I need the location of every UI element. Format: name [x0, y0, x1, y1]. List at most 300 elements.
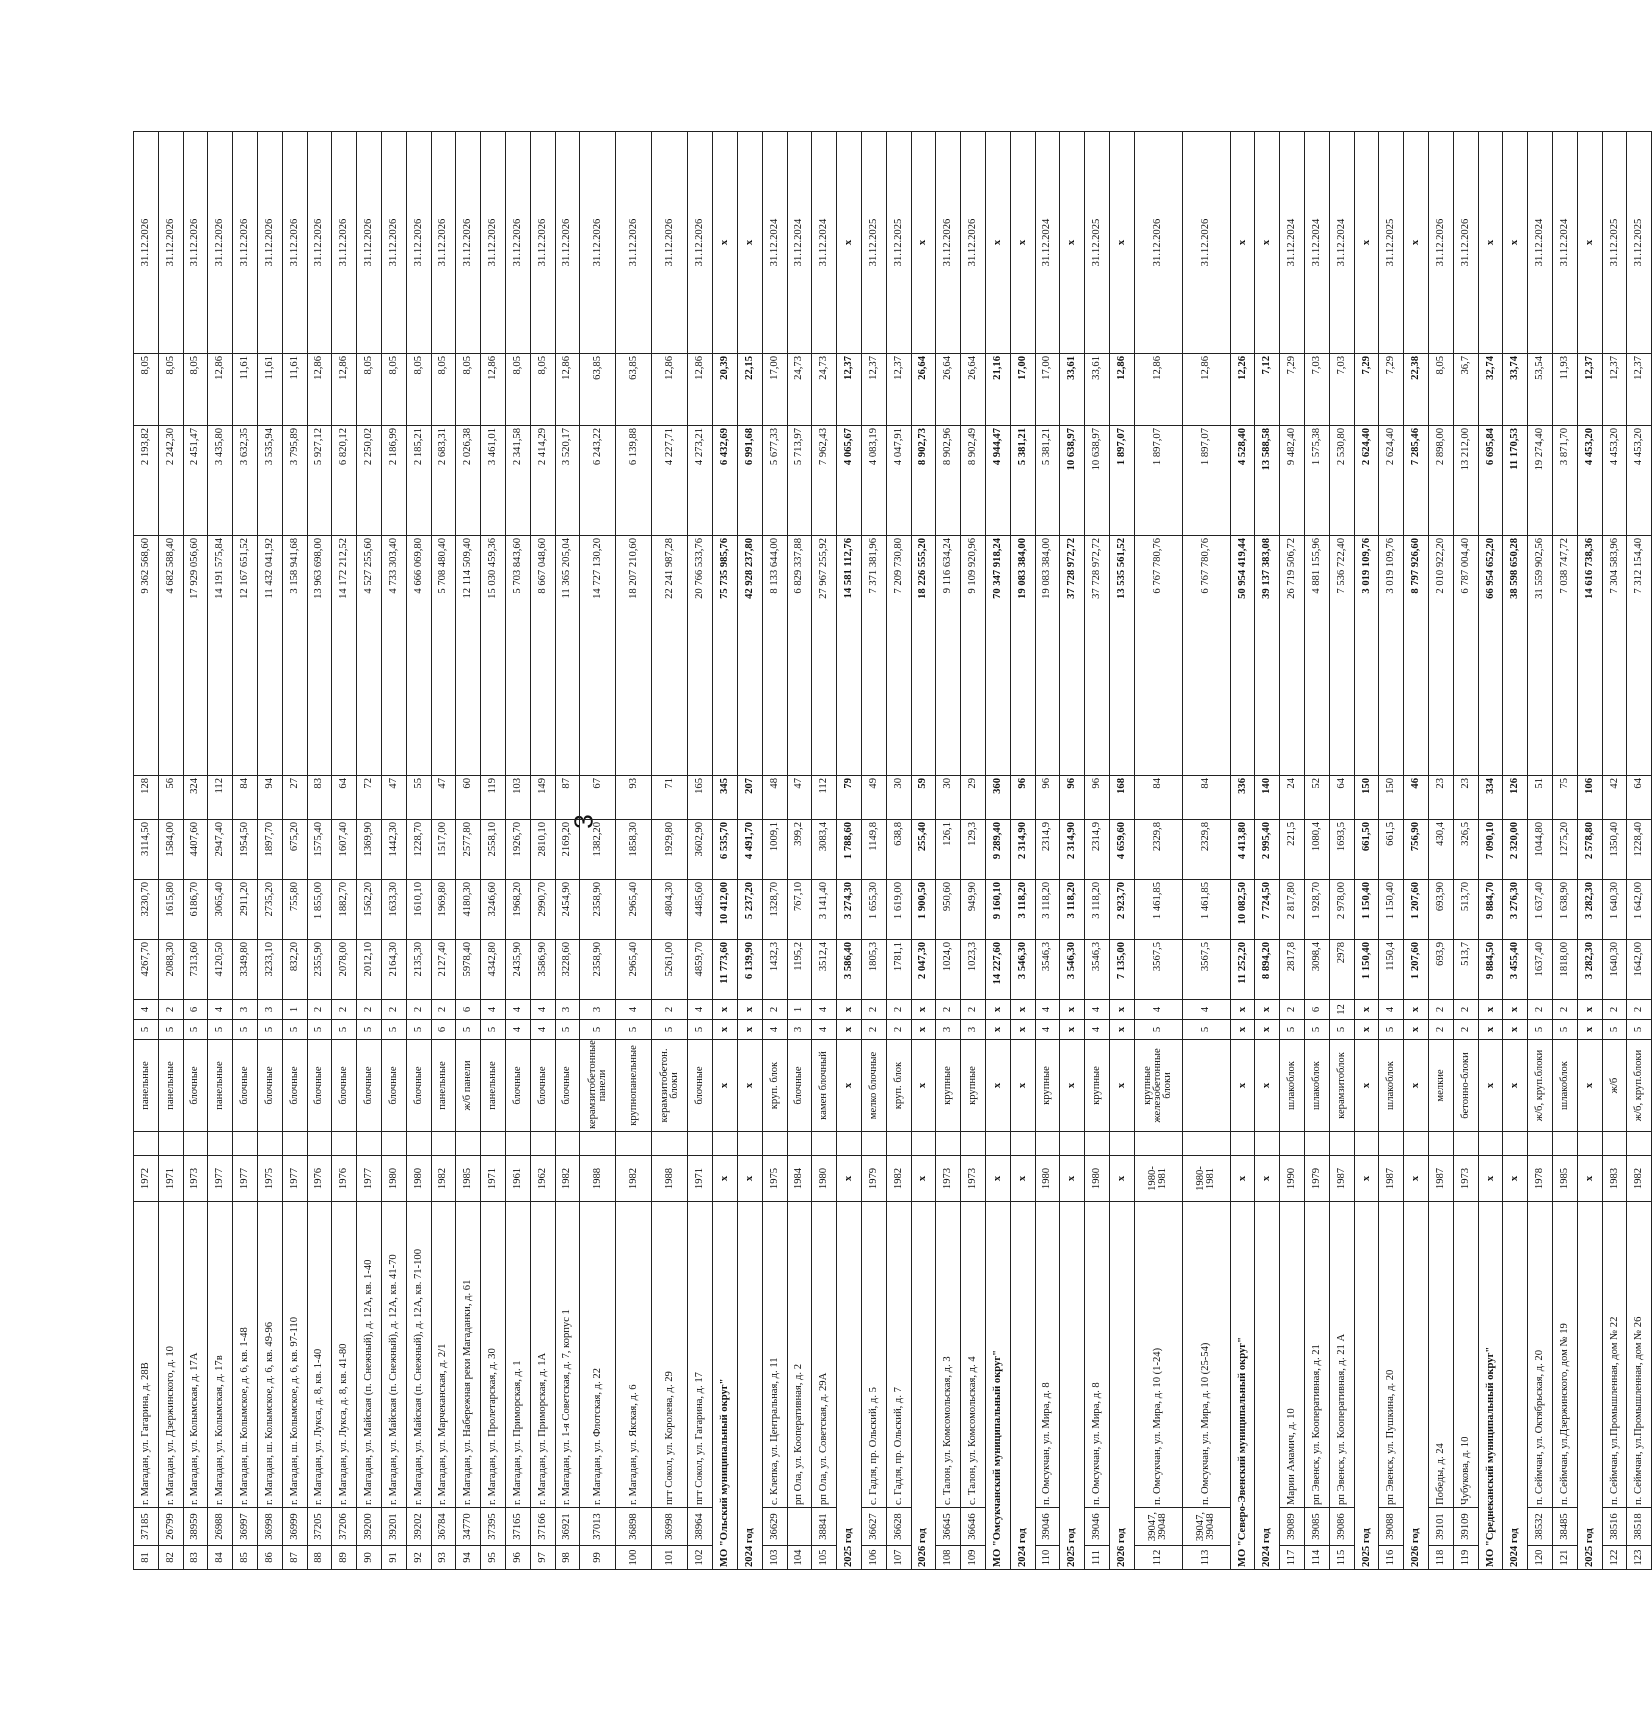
- address-cell: г. Магадан, ул. Якская, д. 6: [616, 1202, 652, 1508]
- unit-cost-cell: 8 902,73: [911, 426, 936, 536]
- residential-area-cell: 9 289,40: [985, 820, 1010, 880]
- wall-material-cell: шлакоблок: [1305, 1040, 1330, 1132]
- residential-area-cell: 1575,40: [307, 820, 332, 880]
- deadline-cell: 31.12.2024: [1528, 132, 1553, 354]
- deadline-cell: 31.12.2026: [158, 132, 183, 354]
- living-area-cell: 2 978,00: [1329, 880, 1354, 940]
- table-row: [616, 132, 652, 1570]
- address-cell: п. Омсукчан, ул. Мира, д. 8: [1085, 1202, 1110, 1508]
- deadline-cell: 31.12.2024: [1329, 132, 1354, 354]
- floors-cell: 5: [481, 1020, 506, 1040]
- wall-material-cell: крупные железобетонные блоки: [1134, 1040, 1182, 1132]
- unit-cost-cell: 10 638,97: [1060, 426, 1085, 536]
- object-id-cell: 38841: [812, 1508, 837, 1546]
- build-year-cell: 1977: [282, 1156, 307, 1202]
- entrances-cell: 1: [282, 1000, 307, 1020]
- total-area-cell: 4859,70: [688, 940, 713, 1000]
- unit-cost-cell: 2 193,82: [134, 426, 159, 536]
- living-area-cell: 3 282,30: [1577, 880, 1602, 940]
- residents-cell: 96: [1035, 776, 1060, 820]
- total-area-cell: 4342,80: [481, 940, 506, 1000]
- address-cell: рп Ола, ул. Кооперативная, д. 2: [787, 1202, 812, 1508]
- blank-cell-cell: [158, 1132, 183, 1156]
- repair-cost-cell: 39 137 383,08: [1255, 536, 1280, 776]
- row-number-cell: 83: [183, 1546, 208, 1570]
- floors-cell: x: [1010, 1020, 1035, 1040]
- residential-area-cell: 430,4: [1429, 820, 1454, 880]
- repair-cost-cell: 18 226 555,20: [911, 536, 936, 776]
- table-body: [134, 132, 1652, 1570]
- floors-cell: 5: [183, 1020, 208, 1040]
- rate-cell: 12,37: [886, 354, 911, 426]
- object-id-cell: 37395: [481, 1508, 506, 1546]
- residential-area-cell: 1858,30: [616, 820, 652, 880]
- deadline-cell: 31.12.2026: [357, 132, 382, 354]
- build-year-cell: 1975: [762, 1156, 787, 1202]
- object-id-cell: 39200: [357, 1508, 382, 1546]
- floors-cell: x: [1478, 1020, 1503, 1040]
- residential-area-cell: 1926,70: [505, 820, 530, 880]
- residents-cell: 96: [1085, 776, 1110, 820]
- residential-area-cell: 2314,9: [1085, 820, 1110, 880]
- residential-area-cell: 1607,40: [332, 820, 357, 880]
- table-row: [886, 132, 911, 1570]
- rate-cell: 33,74: [1503, 354, 1528, 426]
- address-cell: пгт Сокол, ул. Гагарина, д. 17: [688, 1202, 713, 1508]
- repair-cost-cell: 14 191 575,84: [208, 536, 233, 776]
- floors-cell: 3: [961, 1020, 986, 1040]
- address-cell: г. Магадан, ш. Колымское, д. 6, кв. 1-48: [233, 1202, 258, 1508]
- repair-cost-cell: 19 083 384,00: [1010, 536, 1035, 776]
- wall-material-cell: бетонно-блоки: [1453, 1040, 1478, 1132]
- unit-cost-cell: 6 991,68: [737, 426, 762, 536]
- wall-material-cell: x: [1503, 1040, 1528, 1132]
- floors-cell: 4: [530, 1020, 555, 1040]
- row-number-cell: 97: [530, 1546, 555, 1570]
- deadline-cell: x: [985, 132, 1010, 354]
- deadline-cell: 31.12.2025: [1627, 132, 1652, 354]
- unit-cost-cell: 5 381,21: [1035, 426, 1060, 536]
- entrances-cell: 2: [1429, 1000, 1454, 1020]
- build-year-cell: 1987: [1329, 1156, 1354, 1202]
- blank-cell-cell: [1453, 1132, 1478, 1156]
- total-area-cell: 1805,3: [861, 940, 886, 1000]
- wall-material-cell: блочные: [505, 1040, 530, 1132]
- table-row: [282, 132, 307, 1570]
- floors-cell: 5: [381, 1020, 406, 1040]
- repair-cost-cell: 11 432 041,92: [257, 536, 282, 776]
- repair-cost-cell: 6 767 780,76: [1134, 536, 1182, 776]
- repair-cost-cell: 20 766 533,76: [688, 536, 713, 776]
- living-area-cell: 1 655,30: [861, 880, 886, 940]
- wall-material-cell: x: [1060, 1040, 1085, 1132]
- entrances-cell: 4: [505, 1000, 530, 1020]
- unit-cost-cell: 13 212,00: [1453, 426, 1478, 536]
- residential-area-cell: 7 090,10: [1478, 820, 1503, 880]
- address-cell: г. Магадан, ул. Колымская, д. 17А: [183, 1202, 208, 1508]
- object-id-cell: 39046: [1085, 1508, 1110, 1546]
- build-year-cell: 1987: [1429, 1156, 1454, 1202]
- repair-cost-cell: 4 881 155,96: [1305, 536, 1330, 776]
- entrances-cell: 2: [762, 1000, 787, 1020]
- rate-cell: 22,15: [737, 354, 762, 426]
- residents-cell: 52: [1305, 776, 1330, 820]
- deadline-cell: 31.12.2026: [233, 132, 258, 354]
- object-id-cell: 26988: [208, 1508, 233, 1546]
- repair-cost-cell: 4 666 069,80: [406, 536, 431, 776]
- wall-material-cell: крупные: [1085, 1040, 1110, 1132]
- unit-cost-cell: 3 520,17: [555, 426, 580, 536]
- living-area-cell: 1 855,00: [307, 880, 332, 940]
- summary-row: [1109, 132, 1134, 1570]
- floors-cell: 5: [1134, 1020, 1182, 1040]
- entrances-cell: 2: [1280, 1000, 1305, 1020]
- floors-cell: x: [1577, 1020, 1602, 1040]
- residents-cell: 140: [1255, 776, 1280, 820]
- residents-cell: 84: [1182, 776, 1230, 820]
- repair-cost-cell: 7 371 381,96: [861, 536, 886, 776]
- repair-cost-cell: 4 682 588,40: [158, 536, 183, 776]
- rate-cell: 24,73: [787, 354, 812, 426]
- wall-material-cell: панельные: [158, 1040, 183, 1132]
- wall-material-cell: шлакоблок: [1280, 1040, 1305, 1132]
- residential-area-cell: 661,5: [1379, 820, 1404, 880]
- address-cell: г. Магадан, ул. Гагарина, д. 28В: [134, 1202, 159, 1508]
- rate-cell: 8,05: [406, 354, 431, 426]
- table-row: [1182, 132, 1230, 1570]
- blank-cell-cell: [481, 1132, 506, 1156]
- row-number-cell: 89: [332, 1546, 357, 1570]
- living-area-cell: 1 461,85: [1182, 880, 1230, 940]
- address-cell: 2024 год: [737, 1202, 762, 1570]
- repair-cost-cell: 26 719 506,72: [1280, 536, 1305, 776]
- wall-material-cell: x: [1230, 1040, 1255, 1132]
- wall-material-cell: блочные: [183, 1040, 208, 1132]
- deadline-cell: 31.12.2026: [616, 132, 652, 354]
- residential-area-cell: 2 320,00: [1503, 820, 1528, 880]
- floors-cell: x: [985, 1020, 1010, 1040]
- object-id-cell: 39086: [1329, 1508, 1354, 1546]
- total-area-cell: 1781,1: [886, 940, 911, 1000]
- repair-cost-cell: 14 581 112,76: [837, 536, 862, 776]
- summary-row: [1354, 132, 1379, 1570]
- address-cell: п. Сеймчан, ул.Дзержинского, дом № 19: [1553, 1202, 1578, 1508]
- floors-cell: 3: [936, 1020, 961, 1040]
- summary-row: [1404, 132, 1429, 1570]
- address-cell: г. Магадан, ш. Колымское, д. 6, кв. 97-110: [282, 1202, 307, 1508]
- repair-cost-cell: 14 616 738,36: [1577, 536, 1602, 776]
- residential-area-cell: 638,8: [886, 820, 911, 880]
- object-id-cell: 38959: [183, 1508, 208, 1546]
- repair-cost-cell: 8 667 048,60: [530, 536, 555, 776]
- object-id-cell: 36629: [762, 1508, 787, 1546]
- entrances-cell: 2: [406, 1000, 431, 1020]
- living-area-cell: 693,90: [1429, 880, 1454, 940]
- deadline-cell: 31.12.2025: [1379, 132, 1404, 354]
- floors-cell: 5: [1182, 1020, 1230, 1040]
- living-area-cell: 1615,80: [158, 880, 183, 940]
- living-area-cell: 2358,90: [580, 880, 616, 940]
- build-year-cell: 1979: [861, 1156, 886, 1202]
- living-area-cell: 1 928,70: [1305, 880, 1330, 940]
- residential-area-cell: 4407,60: [183, 820, 208, 880]
- floors-cell: 3: [787, 1020, 812, 1040]
- deadline-cell: 31.12.2026: [555, 132, 580, 354]
- living-area-cell: 2454,90: [555, 880, 580, 940]
- floors-cell: x: [1354, 1020, 1379, 1040]
- living-area-cell: 3 276,30: [1503, 880, 1528, 940]
- deadline-cell: 31.12.2025: [886, 132, 911, 354]
- object-id-cell: 36645: [936, 1508, 961, 1546]
- unit-cost-cell: 2 451,47: [183, 426, 208, 536]
- table-row: [1627, 132, 1652, 1570]
- residents-cell: 64: [332, 776, 357, 820]
- floors-cell: 5: [1305, 1020, 1330, 1040]
- build-year-cell: x: [1503, 1156, 1528, 1202]
- repair-cost-cell: 19 083 384,00: [1035, 536, 1060, 776]
- residential-area-cell: 2810,10: [530, 820, 555, 880]
- address-cell: г. Магадан, ул. Приморская, д. 1А: [530, 1202, 555, 1508]
- build-year-cell: 1982: [1627, 1156, 1652, 1202]
- rate-cell: 8,05: [505, 354, 530, 426]
- build-year-cell: x: [1404, 1156, 1429, 1202]
- build-year-cell: x: [1230, 1156, 1255, 1202]
- address-cell: 2024 год: [1255, 1202, 1280, 1570]
- repair-cost-cell: 7 304 583,96: [1602, 536, 1627, 776]
- build-year-cell: 1988: [652, 1156, 688, 1202]
- entrances-cell: x: [1354, 1000, 1379, 1020]
- build-year-cell: 1983: [1602, 1156, 1627, 1202]
- blank-cell-cell: [911, 1132, 936, 1156]
- address-cell: г. Магадан, ул. Набережная реки Магаданки, д. 61: [456, 1202, 481, 1508]
- total-area-cell: 3228,60: [555, 940, 580, 1000]
- total-area-cell: 3512,4: [812, 940, 837, 1000]
- blank-cell-cell: [1085, 1132, 1110, 1156]
- table-row: [307, 132, 332, 1570]
- total-area-cell: 3 546,30: [1010, 940, 1035, 1000]
- address-cell: п. Омсукчан, ул. Мира, д. 8: [1035, 1202, 1060, 1508]
- entrances-cell: x: [985, 1000, 1010, 1020]
- row-number-cell: 114: [1305, 1546, 1330, 1570]
- residential-area-cell: 3114,50: [134, 820, 159, 880]
- row-number-cell: 82: [158, 1546, 183, 1570]
- table-row: [530, 132, 555, 1570]
- unit-cost-cell: 4 047,91: [886, 426, 911, 536]
- residents-cell: 48: [762, 776, 787, 820]
- unit-cost-cell: 8 902,49: [961, 426, 986, 536]
- row-number-cell: 108: [936, 1546, 961, 1570]
- residents-cell: 150: [1379, 776, 1404, 820]
- residents-cell: 59: [911, 776, 936, 820]
- unit-cost-cell: 3 461,01: [481, 426, 506, 536]
- deadline-cell: x: [1503, 132, 1528, 354]
- build-year-cell: x: [1577, 1156, 1602, 1202]
- residential-area-cell: 1350,40: [1602, 820, 1627, 880]
- repair-cost-cell: 3 019 109,76: [1354, 536, 1379, 776]
- object-id-cell: 38485: [1553, 1508, 1578, 1546]
- total-area-cell: 2164,30: [381, 940, 406, 1000]
- blank-cell-cell: [1404, 1132, 1429, 1156]
- living-area-cell: 2911,20: [233, 880, 258, 940]
- blank-cell-cell: [1280, 1132, 1305, 1156]
- wall-material-cell: блочные: [787, 1040, 812, 1132]
- residential-area-cell: 2 578,80: [1577, 820, 1602, 880]
- unit-cost-cell: 2 026,38: [456, 426, 481, 536]
- page-number: 3: [568, 814, 599, 829]
- living-area-cell: 9 884,70: [1478, 880, 1503, 940]
- address-cell: г. Магадан, ул. Майская (п. Снежный), д. 12А, кв. 41-70: [381, 1202, 406, 1508]
- floors-cell: 4: [762, 1020, 787, 1040]
- table-row: [762, 132, 787, 1570]
- deadline-cell: 31.12.2026: [688, 132, 713, 354]
- address-cell: 2026 год: [911, 1202, 936, 1570]
- living-area-cell: 6186,70: [183, 880, 208, 940]
- unit-cost-cell: 5 381,21: [1010, 426, 1035, 536]
- entrances-cell: 2: [307, 1000, 332, 1020]
- unit-cost-cell: 2 898,00: [1429, 426, 1454, 536]
- address-cell: 2025 год: [1577, 1202, 1602, 1570]
- repair-cost-cell: 66 954 652,20: [1478, 536, 1503, 776]
- repair-cost-cell: 9 109 920,96: [961, 536, 986, 776]
- wall-material-cell: x: [985, 1040, 1010, 1132]
- blank-cell-cell: [762, 1132, 787, 1156]
- residential-area-cell: 1149,8: [861, 820, 886, 880]
- build-year-cell: 1973: [183, 1156, 208, 1202]
- blank-cell-cell: [713, 1132, 738, 1156]
- unit-cost-cell: 4 944,47: [985, 426, 1010, 536]
- row-number-cell: 112: [1134, 1546, 1182, 1570]
- residential-area-cell: 1442,30: [381, 820, 406, 880]
- total-area-cell: 693,9: [1429, 940, 1454, 1000]
- living-area-cell: 1 150,40: [1379, 880, 1404, 940]
- unit-cost-cell: 4 453,20: [1627, 426, 1652, 536]
- address-cell: г. Магадан, ул. Лукса, д. 8, кв. 41-80: [332, 1202, 357, 1508]
- table-row: [555, 132, 580, 1570]
- unit-cost-cell: 6 820,12: [332, 426, 357, 536]
- blank-cell-cell: [357, 1132, 382, 1156]
- residential-area-cell: 2169,20: [555, 820, 580, 880]
- blank-cell-cell: [381, 1132, 406, 1156]
- residents-cell: 49: [861, 776, 886, 820]
- floors-cell: 4: [1085, 1020, 1110, 1040]
- table-row: [1329, 132, 1354, 1570]
- deadline-cell: 31.12.2026: [530, 132, 555, 354]
- repair-cost-cell: 11 365 205,04: [555, 536, 580, 776]
- build-year-cell: 1973: [961, 1156, 986, 1202]
- residents-cell: 93: [616, 776, 652, 820]
- wall-material-cell: [1182, 1040, 1230, 1132]
- wall-material-cell: крупные: [961, 1040, 986, 1132]
- entrances-cell: 12: [1329, 1000, 1354, 1020]
- floors-cell: 2: [886, 1020, 911, 1040]
- residents-cell: 96: [1010, 776, 1035, 820]
- repair-cost-cell: 8 797 926,60: [1404, 536, 1429, 776]
- build-year-cell: 1985: [1553, 1156, 1578, 1202]
- repair-cost-cell: 6 787 004,40: [1453, 536, 1478, 776]
- unit-cost-cell: 2 185,21: [406, 426, 431, 536]
- table-row: [961, 132, 986, 1570]
- row-number-cell: 88: [307, 1546, 332, 1570]
- residents-cell: 23: [1429, 776, 1454, 820]
- object-id-cell: 39047, 39048: [1182, 1508, 1230, 1546]
- blank-cell-cell: [812, 1132, 837, 1156]
- floors-cell: x: [1230, 1020, 1255, 1040]
- unit-cost-cell: 2 341,58: [505, 426, 530, 536]
- residential-area-cell: 326,5: [1453, 820, 1478, 880]
- unit-cost-cell: 6 243,22: [580, 426, 616, 536]
- blank-cell-cell: [1429, 1132, 1454, 1156]
- deadline-cell: x: [837, 132, 862, 354]
- floors-cell: 5: [332, 1020, 357, 1040]
- total-area-cell: 2978: [1329, 940, 1354, 1000]
- residents-cell: 64: [1627, 776, 1652, 820]
- object-id-cell: 38516: [1602, 1508, 1627, 1546]
- residents-cell: 324: [183, 776, 208, 820]
- rate-cell: 63,85: [580, 354, 616, 426]
- rate-cell: 7,03: [1329, 354, 1354, 426]
- rate-cell: 26,64: [911, 354, 936, 426]
- living-area-cell: 1 640,30: [1602, 880, 1627, 940]
- summary-row: [1577, 132, 1602, 1570]
- entrances-cell: 6: [183, 1000, 208, 1020]
- entrances-cell: x: [1230, 1000, 1255, 1020]
- unit-cost-cell: 2 242,30: [158, 426, 183, 536]
- total-area-cell: 3 282,30: [1577, 940, 1602, 1000]
- wall-material-cell: x: [1577, 1040, 1602, 1132]
- entrances-cell: 2: [1453, 1000, 1478, 1020]
- object-id-cell: 39046: [1035, 1508, 1060, 1546]
- build-year-cell: 1980: [1035, 1156, 1060, 1202]
- residential-area-cell: 3083,4: [812, 820, 837, 880]
- wall-material-cell: ж/б, круп.блоки: [1528, 1040, 1553, 1132]
- total-area-cell: 1 150,40: [1354, 940, 1379, 1000]
- residential-area-cell: 1929,80: [652, 820, 688, 880]
- entrances-cell: 2: [961, 1000, 986, 1020]
- deadline-cell: 31.12.2025: [1085, 132, 1110, 354]
- object-id-cell: 39101: [1429, 1508, 1454, 1546]
- residents-cell: 60: [456, 776, 481, 820]
- residents-cell: 56: [158, 776, 183, 820]
- wall-material-cell: керамзитоблок: [1329, 1040, 1354, 1132]
- residential-area-cell: 2329,8: [1134, 820, 1182, 880]
- living-area-cell: 3230,70: [134, 880, 159, 940]
- unit-cost-cell: 10 638,97: [1085, 426, 1110, 536]
- row-number-cell: 101: [652, 1546, 688, 1570]
- floors-cell: 5: [208, 1020, 233, 1040]
- deadline-cell: 31.12.2026: [183, 132, 208, 354]
- repair-cost-cell: 37 728 972,72: [1060, 536, 1085, 776]
- total-area-cell: 3546,3: [1085, 940, 1110, 1000]
- blank-cell-cell: [530, 1132, 555, 1156]
- rate-cell: 8,05: [1429, 354, 1454, 426]
- blank-cell-cell: [652, 1132, 688, 1156]
- table-row: [1429, 132, 1454, 1570]
- residential-area-cell: 4 659,60: [1109, 820, 1134, 880]
- deadline-cell: 31.12.2026: [431, 132, 456, 354]
- table-row: [1553, 132, 1578, 1570]
- repair-cost-cell: 38 598 650,28: [1503, 536, 1528, 776]
- row-number-cell: 93: [431, 1546, 456, 1570]
- build-year-cell: 1988: [580, 1156, 616, 1202]
- wall-material-cell: крупнопанельные: [616, 1040, 652, 1132]
- repair-cost-cell: 2 010 922,20: [1429, 536, 1454, 776]
- living-area-cell: 3 274,30: [837, 880, 862, 940]
- living-area-cell: 10 082,50: [1230, 880, 1255, 940]
- build-year-cell: x: [1478, 1156, 1503, 1202]
- rate-cell: 22,38: [1404, 354, 1429, 426]
- repair-cost-cell: 14 172 212,52: [332, 536, 357, 776]
- repair-cost-cell: 4 527 255,60: [357, 536, 382, 776]
